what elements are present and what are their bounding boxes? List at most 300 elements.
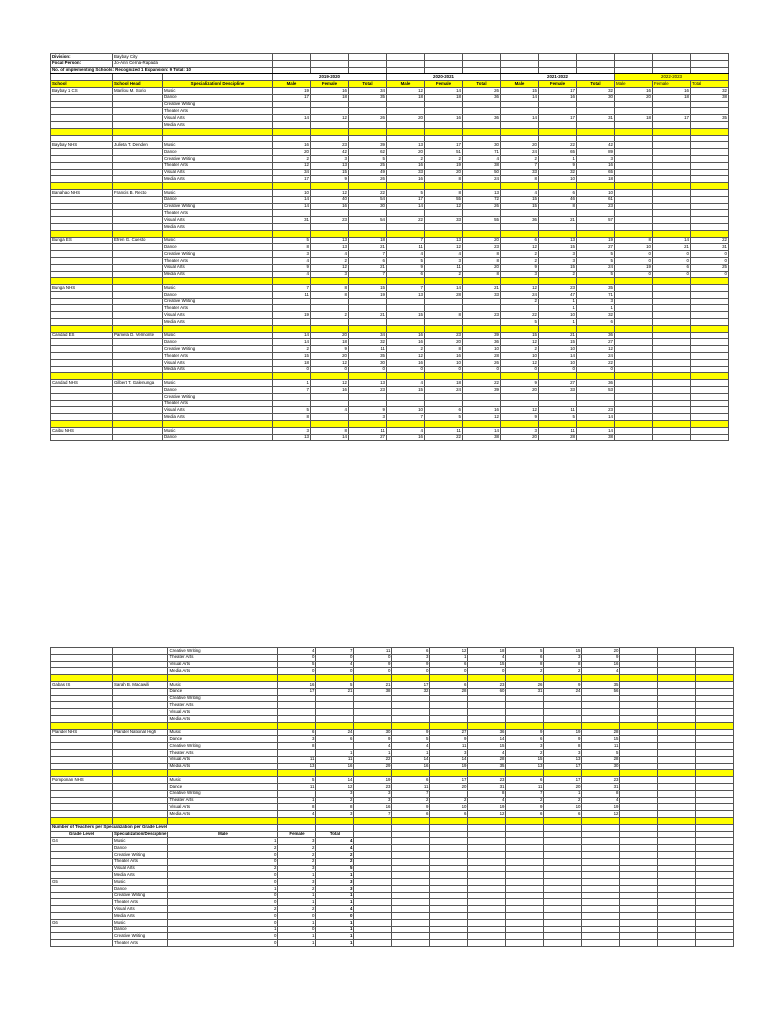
value-cell: 11 bbox=[539, 407, 577, 414]
value-cell bbox=[278, 715, 316, 722]
empty-cell bbox=[620, 688, 658, 695]
separator-cell bbox=[506, 675, 544, 682]
empty-cell bbox=[392, 913, 430, 920]
value-cell: 24 bbox=[501, 149, 539, 156]
separator-cell bbox=[539, 230, 577, 237]
grade-level-cell bbox=[51, 845, 113, 852]
empty-cell bbox=[696, 899, 734, 906]
empty-cell bbox=[696, 811, 734, 818]
grade-total-cell: 0 bbox=[316, 913, 354, 920]
separator-cell bbox=[51, 675, 113, 682]
empty-cell bbox=[620, 654, 658, 661]
school-head-cell bbox=[113, 777, 168, 784]
school-name-cell bbox=[51, 264, 113, 271]
value-cell: 16 bbox=[387, 359, 425, 366]
value-cell: 7 bbox=[349, 271, 387, 278]
separator-cell bbox=[51, 421, 113, 428]
value-cell bbox=[615, 400, 653, 407]
value-cell: 6 bbox=[430, 811, 468, 818]
value-cell: 12 bbox=[501, 244, 539, 251]
value-cell bbox=[506, 702, 544, 709]
value-cell bbox=[691, 434, 729, 441]
value-cell: 21 bbox=[349, 244, 387, 251]
value-cell: 27 bbox=[539, 380, 577, 387]
grade-male-cell: 2 bbox=[168, 845, 278, 852]
value-cell bbox=[577, 108, 615, 115]
specialization-cell: Music bbox=[163, 87, 273, 94]
value-cell bbox=[691, 414, 729, 421]
value-cell: 2 bbox=[273, 346, 311, 353]
value-cell bbox=[691, 162, 729, 169]
value-cell bbox=[653, 305, 691, 312]
value-cell bbox=[653, 359, 691, 366]
empty-cell bbox=[696, 892, 734, 899]
grade-row bbox=[51, 838, 734, 845]
separator-cell bbox=[691, 325, 729, 332]
value-cell: 20 bbox=[425, 169, 463, 176]
value-cell bbox=[349, 223, 387, 230]
value-cell: 17 bbox=[539, 115, 577, 122]
value-cell: 9 bbox=[392, 661, 430, 668]
value-cell: 16 bbox=[539, 94, 577, 101]
empty-cell bbox=[468, 885, 506, 892]
value-cell: 30 bbox=[349, 359, 387, 366]
specialization-cell: Music bbox=[163, 427, 273, 434]
separator-cell bbox=[316, 770, 354, 777]
table-row bbox=[51, 285, 729, 292]
value-cell: 5 bbox=[582, 749, 620, 756]
value-cell bbox=[615, 101, 653, 108]
empty-cell bbox=[620, 913, 658, 920]
empty-cell bbox=[354, 858, 392, 865]
empty-cell bbox=[620, 756, 658, 763]
value-cell bbox=[501, 305, 539, 312]
separator-cell bbox=[501, 278, 539, 285]
value-cell bbox=[615, 319, 653, 326]
value-cell bbox=[691, 142, 729, 149]
empty-cell bbox=[696, 919, 734, 926]
value-cell: 20 bbox=[463, 264, 501, 271]
separator-cell bbox=[425, 278, 463, 285]
value-cell: 12 bbox=[468, 811, 506, 818]
separator-cell bbox=[273, 373, 311, 380]
value-cell: 33 bbox=[539, 387, 577, 394]
grade-level-cell bbox=[51, 926, 113, 933]
value-cell: 10 bbox=[539, 312, 577, 319]
school-head-cell: Gilbert T. Galenunga bbox=[113, 380, 163, 387]
grade-total-cell: 1 bbox=[316, 892, 354, 899]
value-cell: 14 bbox=[273, 339, 311, 346]
value-cell: 5 bbox=[425, 414, 463, 421]
empty-cell bbox=[620, 933, 658, 940]
value-cell: 0 bbox=[392, 668, 430, 675]
empty-cell bbox=[620, 865, 658, 872]
empty-cell bbox=[658, 729, 696, 736]
value-cell: 15 bbox=[539, 244, 577, 251]
value-cell: 13 bbox=[278, 763, 316, 770]
value-cell: 4 bbox=[278, 811, 316, 818]
value-cell bbox=[615, 169, 653, 176]
school-name-cell bbox=[51, 346, 113, 353]
value-cell: 17 bbox=[392, 681, 430, 688]
value-cell bbox=[468, 702, 506, 709]
value-cell bbox=[430, 790, 468, 797]
value-cell: 3 bbox=[273, 251, 311, 258]
separator-cell bbox=[392, 770, 430, 777]
separator-cell bbox=[506, 817, 544, 824]
value-cell: 3 bbox=[544, 749, 582, 756]
separator-cell bbox=[168, 722, 278, 729]
school-name-cell bbox=[51, 387, 113, 394]
empty-cell bbox=[430, 940, 468, 947]
value-cell: 0 bbox=[615, 251, 653, 258]
specialization-cell: Dance bbox=[163, 434, 273, 441]
empty-cell bbox=[392, 879, 430, 886]
specialization-cell: Music bbox=[163, 285, 273, 292]
school-head-cell bbox=[113, 427, 163, 434]
separator-row bbox=[51, 230, 729, 237]
grade-female-cell: 0 bbox=[278, 926, 316, 933]
separator-cell bbox=[468, 817, 506, 824]
specialization-cell: Music bbox=[163, 189, 273, 196]
value-cell: 11 bbox=[278, 756, 316, 763]
separator-cell bbox=[311, 128, 349, 135]
value-cell: 28 bbox=[539, 434, 577, 441]
separator-cell bbox=[278, 770, 316, 777]
value-cell bbox=[653, 312, 691, 319]
value-cell: 17 bbox=[544, 777, 582, 784]
school-header: School bbox=[51, 81, 113, 88]
focal-value: Jo-Ann Cerna-Rapada bbox=[113, 60, 273, 67]
empty-cell bbox=[430, 926, 468, 933]
grade-row bbox=[51, 865, 734, 872]
value-cell: 2 bbox=[311, 257, 349, 264]
value-cell bbox=[539, 393, 577, 400]
empty-cell bbox=[430, 892, 468, 899]
separator-cell bbox=[691, 373, 729, 380]
school-name-cell bbox=[51, 743, 113, 750]
grade-row bbox=[51, 851, 734, 858]
empty-cell bbox=[658, 688, 696, 695]
separator-cell bbox=[349, 128, 387, 135]
empty-cell bbox=[430, 919, 468, 926]
value-cell bbox=[653, 332, 691, 339]
school-name-cell bbox=[51, 709, 113, 716]
specialization-cell bbox=[163, 135, 273, 142]
grade-spec-cell: Media Arts bbox=[113, 872, 168, 879]
school-name-cell bbox=[51, 797, 113, 804]
empty-cell bbox=[392, 899, 430, 906]
value-cell: 0 bbox=[691, 271, 729, 278]
empty-cell bbox=[696, 681, 734, 688]
school-head-cell bbox=[113, 108, 163, 115]
grade-row bbox=[51, 872, 734, 879]
school-name-cell bbox=[51, 756, 113, 763]
empty-cell bbox=[582, 906, 620, 913]
separator-cell bbox=[468, 770, 506, 777]
value-cell: 15 bbox=[582, 736, 620, 743]
empty-cell bbox=[696, 851, 734, 858]
separator-cell bbox=[113, 675, 168, 682]
value-cell: 20 bbox=[582, 648, 620, 655]
grade-total-cell: 2 bbox=[316, 858, 354, 865]
value-cell: 2 bbox=[501, 346, 539, 353]
value-cell bbox=[691, 339, 729, 346]
value-cell: 8 bbox=[463, 251, 501, 258]
value-cell: 19 bbox=[468, 804, 506, 811]
table-row bbox=[51, 790, 734, 797]
value-cell: 23 bbox=[311, 217, 349, 224]
value-cell bbox=[615, 393, 653, 400]
specialization-cell: Media Arts bbox=[163, 319, 273, 326]
grade-row bbox=[51, 892, 734, 899]
separator-cell bbox=[113, 183, 163, 190]
value-cell: 16 bbox=[615, 87, 653, 94]
empty-cell bbox=[620, 872, 658, 879]
value-cell: 8 bbox=[425, 312, 463, 319]
specialization-cell: Media Arts bbox=[168, 668, 278, 675]
value-cell: 19 bbox=[615, 264, 653, 271]
table-row bbox=[51, 811, 734, 818]
school-head-cell bbox=[113, 162, 163, 169]
value-cell: 26 bbox=[349, 176, 387, 183]
school-name-cell: Bunga ES bbox=[51, 237, 113, 244]
value-cell bbox=[463, 108, 501, 115]
value-cell bbox=[653, 135, 691, 142]
table-row bbox=[51, 155, 729, 162]
separator-cell bbox=[278, 722, 316, 729]
value-cell: 1 bbox=[278, 797, 316, 804]
table-row bbox=[51, 291, 729, 298]
value-cell: 4 bbox=[278, 648, 316, 655]
value-cell: 14 bbox=[463, 427, 501, 434]
value-cell: 1 bbox=[354, 749, 392, 756]
value-cell: 8 bbox=[463, 257, 501, 264]
school-name-cell bbox=[51, 434, 113, 441]
empty-cell bbox=[582, 892, 620, 899]
value-cell bbox=[506, 695, 544, 702]
value-cell bbox=[653, 353, 691, 360]
empty-cell bbox=[620, 749, 658, 756]
empty-cell bbox=[430, 872, 468, 879]
separator-cell bbox=[577, 421, 615, 428]
value-cell bbox=[501, 210, 539, 217]
value-cell: 23 bbox=[354, 783, 392, 790]
value-cell: 11 bbox=[316, 756, 354, 763]
separator-cell bbox=[539, 325, 577, 332]
value-cell: 56 bbox=[582, 688, 620, 695]
value-cell: 62 bbox=[349, 149, 387, 156]
school-name-cell bbox=[51, 749, 113, 756]
value-cell bbox=[653, 189, 691, 196]
value-cell bbox=[653, 142, 691, 149]
value-cell bbox=[615, 366, 653, 373]
value-cell bbox=[387, 305, 425, 312]
value-cell: 19 bbox=[273, 87, 311, 94]
grade-spec-cell: Music bbox=[113, 879, 168, 886]
value-cell: 3 bbox=[316, 790, 354, 797]
separator-cell bbox=[658, 722, 696, 729]
value-cell: 7 bbox=[387, 285, 425, 292]
table-row bbox=[51, 654, 734, 661]
value-cell bbox=[392, 702, 430, 709]
value-cell bbox=[615, 387, 653, 394]
grade-female-cell: 1 bbox=[278, 940, 316, 947]
empty-cell bbox=[696, 736, 734, 743]
value-cell: 1 bbox=[273, 380, 311, 387]
empty-cell bbox=[544, 885, 582, 892]
separator-row bbox=[51, 278, 729, 285]
value-cell bbox=[392, 715, 430, 722]
grade-total-cell: 5 bbox=[316, 865, 354, 872]
value-cell bbox=[539, 223, 577, 230]
separator-cell bbox=[691, 230, 729, 237]
empty-cell bbox=[658, 654, 696, 661]
value-cell: 23 bbox=[311, 142, 349, 149]
value-cell bbox=[615, 142, 653, 149]
value-cell bbox=[653, 387, 691, 394]
school-name-cell bbox=[51, 790, 113, 797]
empty-cell bbox=[392, 940, 430, 947]
value-cell: 5 bbox=[392, 736, 430, 743]
value-cell: 9 bbox=[501, 264, 539, 271]
table-row bbox=[51, 702, 734, 709]
separator-cell bbox=[691, 183, 729, 190]
empty-cell bbox=[620, 940, 658, 947]
empty-cell bbox=[658, 668, 696, 675]
total-header: Total bbox=[349, 81, 387, 88]
table-row bbox=[51, 142, 729, 149]
value-cell: 27 bbox=[430, 729, 468, 736]
school-head-cell bbox=[113, 393, 163, 400]
empty-cell bbox=[620, 668, 658, 675]
empty-cell bbox=[620, 709, 658, 716]
empty-cell bbox=[696, 749, 734, 756]
value-cell: 5 bbox=[577, 271, 615, 278]
value-cell bbox=[539, 101, 577, 108]
value-cell bbox=[430, 715, 468, 722]
value-cell bbox=[544, 715, 582, 722]
female-header: Female bbox=[311, 81, 349, 88]
value-cell: 42 bbox=[311, 149, 349, 156]
value-cell: 18 bbox=[387, 94, 425, 101]
grade-male-cell: 2 bbox=[168, 906, 278, 913]
value-cell: 1 bbox=[316, 749, 354, 756]
empty-cell bbox=[506, 858, 544, 865]
value-cell: 1 bbox=[539, 298, 577, 305]
table-row bbox=[51, 217, 729, 224]
value-cell: 20 bbox=[501, 387, 539, 394]
value-cell: 7 bbox=[354, 811, 392, 818]
empty-cell bbox=[620, 743, 658, 750]
value-cell: 18 bbox=[577, 176, 615, 183]
value-cell: 13 bbox=[506, 763, 544, 770]
empty-cell bbox=[468, 879, 506, 886]
value-cell bbox=[349, 298, 387, 305]
value-cell: 28 bbox=[582, 756, 620, 763]
empty-cell bbox=[696, 743, 734, 750]
empty-cell bbox=[620, 919, 658, 926]
empty-cell bbox=[354, 845, 392, 852]
empty-cell bbox=[430, 851, 468, 858]
separator-cell bbox=[354, 817, 392, 824]
value-cell: 4 bbox=[463, 155, 501, 162]
grade-total-cell: 4 bbox=[316, 845, 354, 852]
value-cell bbox=[463, 101, 501, 108]
value-cell bbox=[501, 101, 539, 108]
empty-cell bbox=[696, 940, 734, 947]
separator-cell bbox=[615, 128, 653, 135]
table-row bbox=[51, 393, 729, 400]
separator-row bbox=[51, 722, 734, 729]
empty-cell bbox=[620, 926, 658, 933]
specialization-cell: Creative Writing bbox=[168, 648, 278, 655]
value-cell bbox=[691, 101, 729, 108]
value-cell: 6 bbox=[349, 257, 387, 264]
empty-cell bbox=[354, 851, 392, 858]
empty-cell bbox=[696, 715, 734, 722]
table-row bbox=[51, 87, 729, 94]
separator-cell bbox=[354, 675, 392, 682]
separator-cell bbox=[51, 722, 113, 729]
school-name-cell bbox=[51, 115, 113, 122]
separator-cell bbox=[354, 722, 392, 729]
value-cell: 6 bbox=[653, 264, 691, 271]
grade-spec-cell: Visual Arts bbox=[113, 906, 168, 913]
value-cell bbox=[691, 108, 729, 115]
value-cell: 12 bbox=[425, 203, 463, 210]
school-head-cell bbox=[113, 702, 168, 709]
empty-cell bbox=[658, 783, 696, 790]
separator-cell bbox=[691, 278, 729, 285]
empty-cell bbox=[658, 845, 696, 852]
value-cell bbox=[387, 135, 425, 142]
separator-cell bbox=[113, 325, 163, 332]
empty-cell bbox=[430, 865, 468, 872]
value-cell: 20 bbox=[430, 783, 468, 790]
value-cell: 4 bbox=[582, 668, 620, 675]
value-cell: 21 bbox=[354, 681, 392, 688]
separator-cell bbox=[51, 325, 113, 332]
specialization-cell: Visual Arts bbox=[163, 359, 273, 366]
value-cell: 10 bbox=[501, 353, 539, 360]
value-cell: 10 bbox=[387, 407, 425, 414]
focal-label: Focal Person: bbox=[51, 60, 113, 67]
grade-row bbox=[51, 906, 734, 913]
value-cell bbox=[387, 121, 425, 128]
value-cell: 13 bbox=[463, 189, 501, 196]
value-cell: 15 bbox=[539, 264, 577, 271]
empty-cell bbox=[696, 913, 734, 920]
separator-cell bbox=[620, 675, 658, 682]
specialization-cell: Dance bbox=[163, 244, 273, 251]
separator-cell bbox=[51, 373, 113, 380]
value-cell: 35 bbox=[582, 681, 620, 688]
value-cell: 36 bbox=[577, 380, 615, 387]
value-cell bbox=[311, 121, 349, 128]
value-cell: 20 bbox=[501, 142, 539, 149]
separator-cell bbox=[691, 128, 729, 135]
separator-cell bbox=[113, 278, 163, 285]
empty-cell bbox=[506, 865, 544, 872]
female-header: Female bbox=[653, 81, 691, 88]
separator-row bbox=[51, 128, 729, 135]
specialization-cell: Visual Arts bbox=[163, 312, 273, 319]
value-cell bbox=[691, 285, 729, 292]
grade-male-cell: 1 bbox=[168, 838, 278, 845]
enrollment-sheet-page1 bbox=[50, 53, 729, 441]
value-cell bbox=[501, 108, 539, 115]
